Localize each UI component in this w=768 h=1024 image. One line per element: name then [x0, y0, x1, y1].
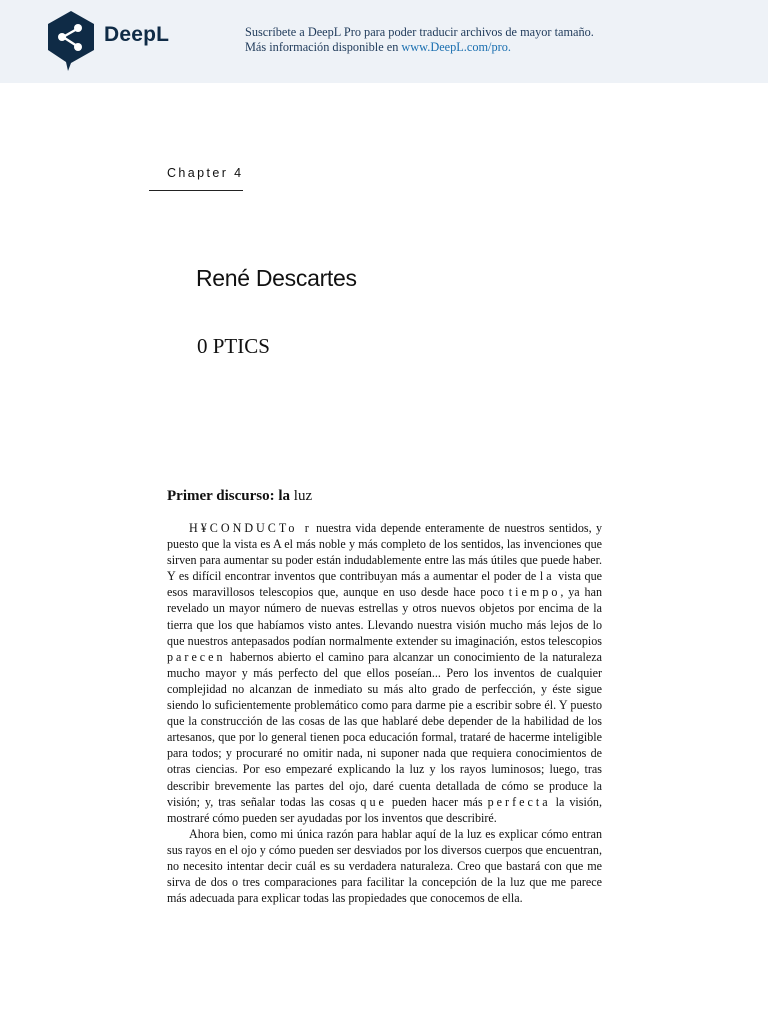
section-heading: [167, 488, 312, 505]
pro-promo-message: [245, 25, 594, 55]
text-run: que: [360, 794, 387, 809]
text-run: parecen: [167, 649, 226, 664]
text-run: la visión, mostraré cómo pueden ser ayudadas por los inventos que describiré.: [167, 794, 602, 825]
chapter-label: Chapter 4: [167, 166, 244, 180]
text-run: perfecta: [487, 794, 551, 809]
deepl-logo-icon[interactable]: [46, 10, 96, 72]
text-run: la: [539, 569, 555, 584]
text-run: H¥CONDUCT: [189, 521, 289, 535]
text-run: pueden hacer más: [386, 794, 488, 809]
text-run: , ya han revelado un mayor número de nuevas estrellas y otros nuevos objetos por encima de la tierra que los que habíamos visto antes. Llevando nuestra visión mucho más lejos de lo que nuestros antepasados podían normalmente extender su imaginación, estos telescopios: [167, 585, 602, 648]
section-heading-bold: Primer discurso: la: [167, 488, 291, 504]
work-title: 0 PTICS: [197, 334, 270, 358]
deepl-pro-link[interactable]: www.DeepL.com/pro.: [401, 40, 511, 54]
text-run: nuestra vida depende enteramente de nuestros sentidos, y puesto que la vista es A el más noble y más completo de los sentidos, las invenciones que sirven para aumentar su poder están indudablemente entre las más útiles que puede haber. Y es difícil encontrar inventos que contribuyan más a aumentar el poder de: [167, 521, 602, 584]
text-run: tiempo: [508, 585, 561, 600]
paragraph-1: [167, 520, 602, 826]
promo-line-1: Suscríbete a DeepL Pro para poder traducir archivos de mayor tamaño.: [245, 25, 594, 39]
brand-name[interactable]: DeepL: [104, 23, 170, 46]
chapter-divider: [149, 190, 243, 191]
text-run: habernos abierto el camino para alcanzar un conocimiento de la naturaleza mucho mayor y más perfecto del que ellos poseían... Pero los inventos de cualquier complejidad no alcanzan de inmediato su más alto grado de perfección, y éste sigue siendo lo suficientemente problemático como para darme pie a escribir sobre él. Y puesto que la construcción de las cosas de las que hablaré debe depender de la habilidad de los artesanos, que por lo general tienen poca educación formal, trataré de hacerme inteligible para todos; y procuraré no omitir nada, ni suponer nada que requiera conocimientos de otras ciencias. Por eso empezaré explicando la luz y los rayos luminosos; luego, tras describir brevemente las partes del ojo, daré cuenta detallada de cómo se produce la visión; y, tras señalar todas las cosas: [167, 649, 602, 809]
body-text: [167, 520, 602, 906]
deepl-banner: [0, 0, 768, 83]
promo-line-2-text: Más información disponible en: [245, 40, 402, 54]
section-heading-rest: luz: [293, 488, 313, 504]
author-name: René Descartes: [196, 265, 357, 291]
text-run: vista que esos maravillosos telescopios que, aunque en uso desde hace poco: [167, 569, 602, 600]
paragraph-2: Ahora bien, como mi única razón para hablar aquí de la luz es explicar cómo entran sus rayos en el ojo y cómo pueden ser desviados por los diversos cuerpos que encuentran, no necesito intentar decir cuál es su verdadera naturaleza. Creo que bastará con que me sirva de dos o tres comparaciones para facilitar la concepción de la luz que me parece más adecuada para explicar todas las propiedades que conocemos de ella.: [167, 826, 602, 906]
text-run: o r: [288, 521, 312, 535]
promo-line-2: [245, 40, 594, 55]
